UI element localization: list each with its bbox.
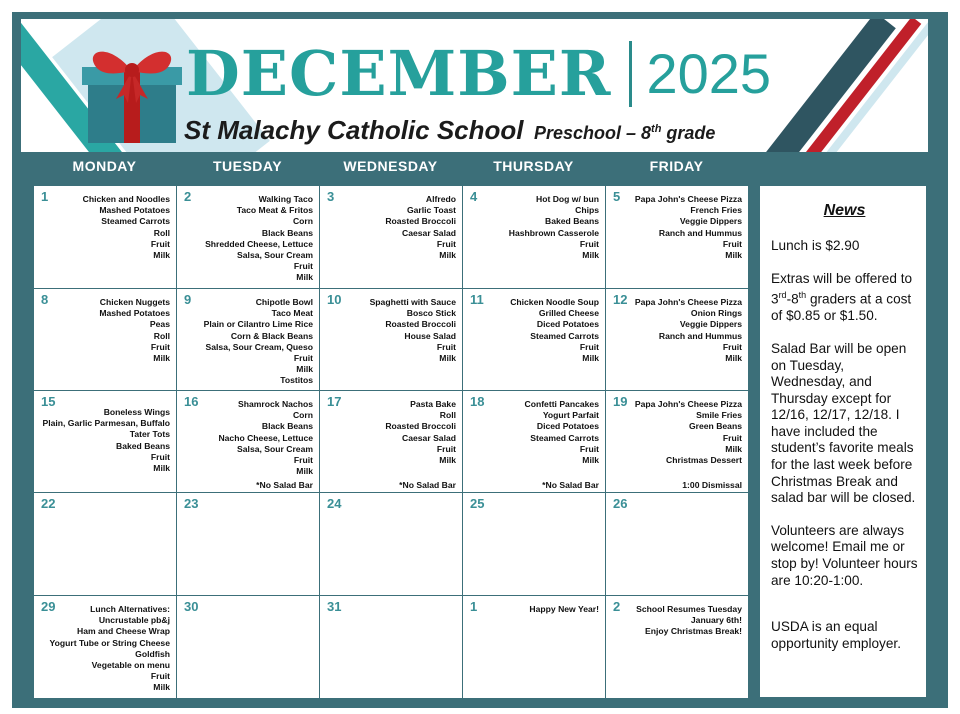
menu-item: Fruit: [293, 353, 313, 364]
menu-items: [385, 399, 456, 466]
news-volunteers: Volunteers are always welcome! Email me or stop by! Volunteer hours are 10:20-1:00.: [771, 522, 918, 588]
day-cell: [605, 390, 749, 493]
day-number: 29: [41, 599, 56, 614]
day-cell: [176, 185, 320, 289]
menu-note: *No Salad Bar: [542, 480, 599, 490]
menu-item: Christmas Dessert: [666, 455, 742, 466]
menu-note: *No Salad Bar: [399, 480, 456, 490]
menu-item: Lunch Alternatives:: [90, 604, 170, 614]
menu-item: Baked Beans: [545, 216, 599, 227]
grade-suffix: grade: [661, 123, 716, 143]
menu-items: [524, 399, 599, 466]
menu-item: Corn: [292, 410, 313, 421]
day-header-friday: FRIDAY: [649, 158, 704, 174]
menu-item: Fruit: [579, 443, 599, 454]
menu-item: Baked Beans: [116, 440, 170, 451]
title-row: [186, 37, 772, 110]
menu-item: Plain or Cilantro Lime Rice: [203, 319, 313, 330]
menu-item: Papa John's Cheese Pizza: [634, 194, 742, 204]
menu-item: Chicken Nuggets: [99, 297, 170, 307]
news-extras-c: graders at a cost of $0.85 or $1.50.: [771, 291, 912, 324]
day-number: 18: [470, 394, 485, 409]
day-cell: [462, 492, 606, 596]
menu-item: Diced Potatoes: [536, 319, 599, 330]
menu-item: Fruit: [722, 341, 742, 352]
day-number: 16: [184, 394, 199, 409]
menu-item: Milk: [296, 466, 313, 477]
menu-items: [99, 297, 170, 364]
menu-item: Hot Dog w/ bun: [535, 194, 599, 204]
menu-item: Pasta Bake: [410, 399, 456, 409]
menu-item: Caesar Salad: [402, 227, 456, 238]
menu-item: Milk: [725, 353, 742, 364]
day-cell: [319, 185, 463, 289]
day-number: 5: [613, 189, 621, 204]
month-title: DECEMBER: [186, 37, 612, 110]
menu-item: Milk: [153, 682, 170, 693]
menu-item: Bosco Stick: [406, 308, 456, 319]
day-header-monday: MONDAY: [72, 158, 137, 174]
day-number: 2: [184, 189, 192, 204]
menu-item: Chipotle Bowl: [255, 297, 313, 307]
day-number: 22: [41, 496, 56, 511]
menu-items: [218, 399, 313, 477]
menu-item: Enjoy Christmas Break!: [645, 626, 742, 637]
menu-item: Peas: [149, 319, 170, 330]
menu-item: Milk: [582, 455, 599, 466]
menu-item: Roasted Broccoli: [385, 216, 456, 227]
menu-item: Diced Potatoes: [536, 421, 599, 432]
menu-item: Happy New Year!: [529, 604, 599, 614]
day-cell: [33, 492, 177, 596]
menu-item: Ranch and Hummus: [658, 227, 742, 238]
menu-item: Fruit: [293, 455, 313, 466]
menu-item: Chips: [575, 205, 599, 216]
day-cell: [462, 595, 606, 699]
menu-item: Vegetable on menu: [91, 660, 170, 671]
menu-item: Fruit: [436, 238, 456, 249]
menu-item: Tostitos: [280, 375, 313, 386]
title-divider: [629, 41, 632, 107]
menu-item: Mashed Potatoes: [99, 205, 170, 216]
menu-item: Plain, Garlic Parmesan, Buffalo: [42, 418, 170, 429]
menu-item: Milk: [153, 463, 170, 474]
news-extras-sup1: rd: [778, 290, 787, 301]
menu-note: *No Salad Bar: [256, 480, 313, 490]
day-cell: [605, 595, 749, 699]
day-number: 9: [184, 292, 192, 307]
menu-item: Corn & Black Beans: [230, 330, 313, 341]
menu-item: Caesar Salad: [402, 432, 456, 443]
menu-item: Veggie Dippers: [679, 216, 742, 227]
menu-items: [636, 604, 742, 638]
menu-item: Smile Fries: [696, 410, 742, 421]
day-header-tuesday: TUESDAY: [212, 158, 283, 174]
school-name: St Malachy Catholic School: [184, 115, 524, 145]
menu-item: Fruit: [722, 238, 742, 249]
menu-item: Goldfish: [135, 648, 170, 659]
day-cell: [462, 185, 606, 289]
menu-item: Hashbrown Casserole: [508, 227, 599, 238]
menu-item: Fruit: [579, 238, 599, 249]
day-cell: [319, 595, 463, 699]
menu-item: Fruit: [722, 432, 742, 443]
menu-item: House Salad: [404, 330, 456, 341]
menu-item: Confetti Pancakes: [524, 399, 599, 409]
grade-range: [534, 123, 715, 143]
news-lunch-price: Lunch is $2.90: [771, 238, 860, 253]
day-number: 1: [470, 599, 478, 614]
day-cell: [176, 390, 320, 493]
menu-item: Yogurt Tube or String Cheese: [49, 637, 170, 648]
menu-items: [509, 194, 599, 261]
menu-item: Corn: [292, 216, 313, 227]
day-cell: [605, 288, 749, 391]
menu-item: Milk: [153, 353, 170, 364]
menu-items: [42, 407, 170, 474]
menu-note: 1:00 Dismissal: [682, 480, 742, 490]
grade-sup: th: [651, 123, 662, 135]
menu-item: January 6th!: [690, 615, 742, 626]
day-cell: [176, 288, 320, 391]
menu-item: Steamed Carrots: [101, 216, 170, 227]
day-cell: [33, 185, 177, 289]
grade-prefix: Preschool – 8: [533, 123, 652, 143]
menu-item: Shredded Cheese, Lettuce: [205, 238, 313, 249]
day-cell: [462, 390, 606, 493]
menu-items: [529, 604, 599, 615]
menu-item: Steamed Carrots: [530, 432, 599, 443]
day-number: 31: [327, 599, 342, 614]
day-number: 15: [41, 394, 56, 409]
menu-item: Papa John's Cheese Pizza: [634, 399, 742, 409]
menu-item: Mashed Potatoes: [99, 308, 170, 319]
menu-item: Milk: [439, 353, 456, 364]
news-title: News: [823, 202, 866, 219]
news-extras-a: Extras will be offered to 3: [771, 270, 913, 307]
menu-item: Steamed Carrots: [530, 330, 599, 341]
menu-item: Fruit: [436, 341, 456, 352]
menu-items: [635, 297, 742, 364]
menu-item: Veggie Dippers: [679, 319, 742, 330]
day-cell: [176, 492, 320, 596]
menu-item: Salsa, Sour Cream: [237, 250, 313, 261]
day-cell: [33, 288, 177, 391]
menu-item: Salsa, Sour Cream: [237, 443, 313, 454]
day-number: 11: [470, 292, 484, 307]
day-number: 17: [327, 394, 342, 409]
menu-item: Green Beans: [688, 421, 742, 432]
header-banner: [21, 19, 928, 152]
news-extras: [771, 271, 918, 325]
menu-item: Papa John's Cheese Pizza: [634, 297, 742, 307]
menu-items: [370, 297, 456, 364]
day-number: 25: [470, 496, 485, 511]
menu-item: Milk: [439, 250, 456, 261]
menu-item: Milk: [296, 364, 313, 375]
day-cell: [33, 390, 177, 493]
menu-item: Fruit: [150, 238, 170, 249]
day-number: 19: [613, 394, 628, 409]
menu-item: Milk: [296, 272, 313, 283]
menu-items: [635, 399, 742, 466]
news-extras-b: -8: [786, 291, 799, 307]
menu-items: [204, 297, 313, 387]
menu-item: Black Beans: [261, 227, 313, 238]
menu-item: Salsa, Sour Cream, Queso: [205, 341, 313, 352]
menu-item: Ranch and Hummus: [658, 330, 742, 341]
day-cell: [176, 595, 320, 699]
news-panel: [760, 186, 926, 697]
menu-item: Garlic Toast: [406, 205, 456, 216]
day-number: 4: [470, 189, 478, 204]
news-salad-bar: Salad Bar will be open on Tuesday, Wednesday, and Thursday except for 12/16, 12/17, 12/18. I have included the student’s favorite meals for the last week before Christmas Break and salad bar will be closed.: [771, 340, 916, 506]
menu-item: Grilled Cheese: [538, 308, 599, 319]
menu-item: Taco Meat & Fritos: [236, 205, 313, 216]
menu-item: Milk: [582, 353, 599, 364]
day-cell: [319, 492, 463, 596]
news-usda: USDA is an equal opportunity employer.: [771, 619, 901, 651]
menu-item: Boneless Wings: [103, 407, 170, 417]
day-cell: [462, 288, 606, 391]
day-number: 1: [41, 189, 49, 204]
menu-item: French Fries: [690, 205, 742, 216]
menu-item: Fruit: [150, 671, 170, 682]
day-cell: [33, 595, 177, 699]
menu-item: Milk: [582, 250, 599, 261]
menu-item: Ham and Cheese Wrap: [77, 626, 170, 637]
day-number: 3: [327, 189, 335, 204]
year-title: 2025: [646, 42, 772, 105]
menu-item: Roll: [153, 227, 170, 238]
news-extras-sup2: th: [798, 290, 807, 301]
menu-item: Chicken Noodle Soup: [510, 297, 599, 307]
menu-item: Yogurt Parfait: [542, 410, 599, 421]
day-number: 8: [41, 292, 49, 307]
menu-item: Uncrustable pb&j: [98, 615, 170, 626]
menu-item: Milk: [725, 250, 742, 261]
day-header-thursday: THURSDAY: [493, 158, 574, 174]
menu-items: [385, 194, 456, 261]
menu-items: [50, 604, 170, 694]
menu-item: Roll: [439, 410, 456, 421]
menu-item: Milk: [439, 455, 456, 466]
menu-items: [205, 194, 313, 284]
day-number: 23: [184, 496, 199, 511]
day-number: 2: [613, 599, 621, 614]
menu-item: Taco Meat: [271, 308, 313, 319]
menu-item: Chicken and Noodles: [82, 194, 170, 204]
menu-item: Shamrock Nachos: [238, 399, 313, 409]
menu-items: [83, 194, 170, 261]
day-cell: [605, 492, 749, 596]
school-row: [184, 115, 715, 146]
gift-icon: [78, 37, 188, 147]
menu-item: Fruit: [293, 261, 313, 272]
menu-item: Fruit: [579, 341, 599, 352]
menu-item: Fruit: [150, 451, 170, 462]
menu-item: Roasted Broccoli: [385, 319, 456, 330]
day-cell: [605, 185, 749, 289]
menu-item: Roll: [153, 330, 170, 341]
day-number: 24: [327, 496, 342, 511]
menu-item: Alfredo: [425, 194, 456, 204]
day-number: 10: [327, 292, 342, 307]
menu-items: [510, 297, 599, 364]
menu-item: Tater Tots: [129, 429, 170, 440]
day-number: 12: [613, 292, 628, 307]
day-number: 30: [184, 599, 199, 614]
menu-item: Spaghetti with Sauce: [369, 297, 456, 307]
menu-item: School Resumes Tuesday: [636, 604, 742, 614]
menu-item: Fruit: [150, 341, 170, 352]
day-header-wednesday: WEDNESDAY: [343, 158, 438, 174]
menu-item: Fruit: [436, 443, 456, 454]
menu-items: [635, 194, 742, 261]
menu-item: Roasted Broccoli: [385, 421, 456, 432]
day-cell: [319, 288, 463, 391]
day-cell: [319, 390, 463, 493]
menu-item: Black Beans: [261, 421, 313, 432]
menu-item: Milk: [725, 443, 742, 454]
menu-item: Nacho Cheese, Lettuce: [218, 432, 313, 443]
menu-item: Walking Taco: [258, 194, 313, 204]
day-number: 26: [613, 496, 628, 511]
menu-item: Onion Rings: [690, 308, 742, 319]
menu-item: Milk: [153, 250, 170, 261]
